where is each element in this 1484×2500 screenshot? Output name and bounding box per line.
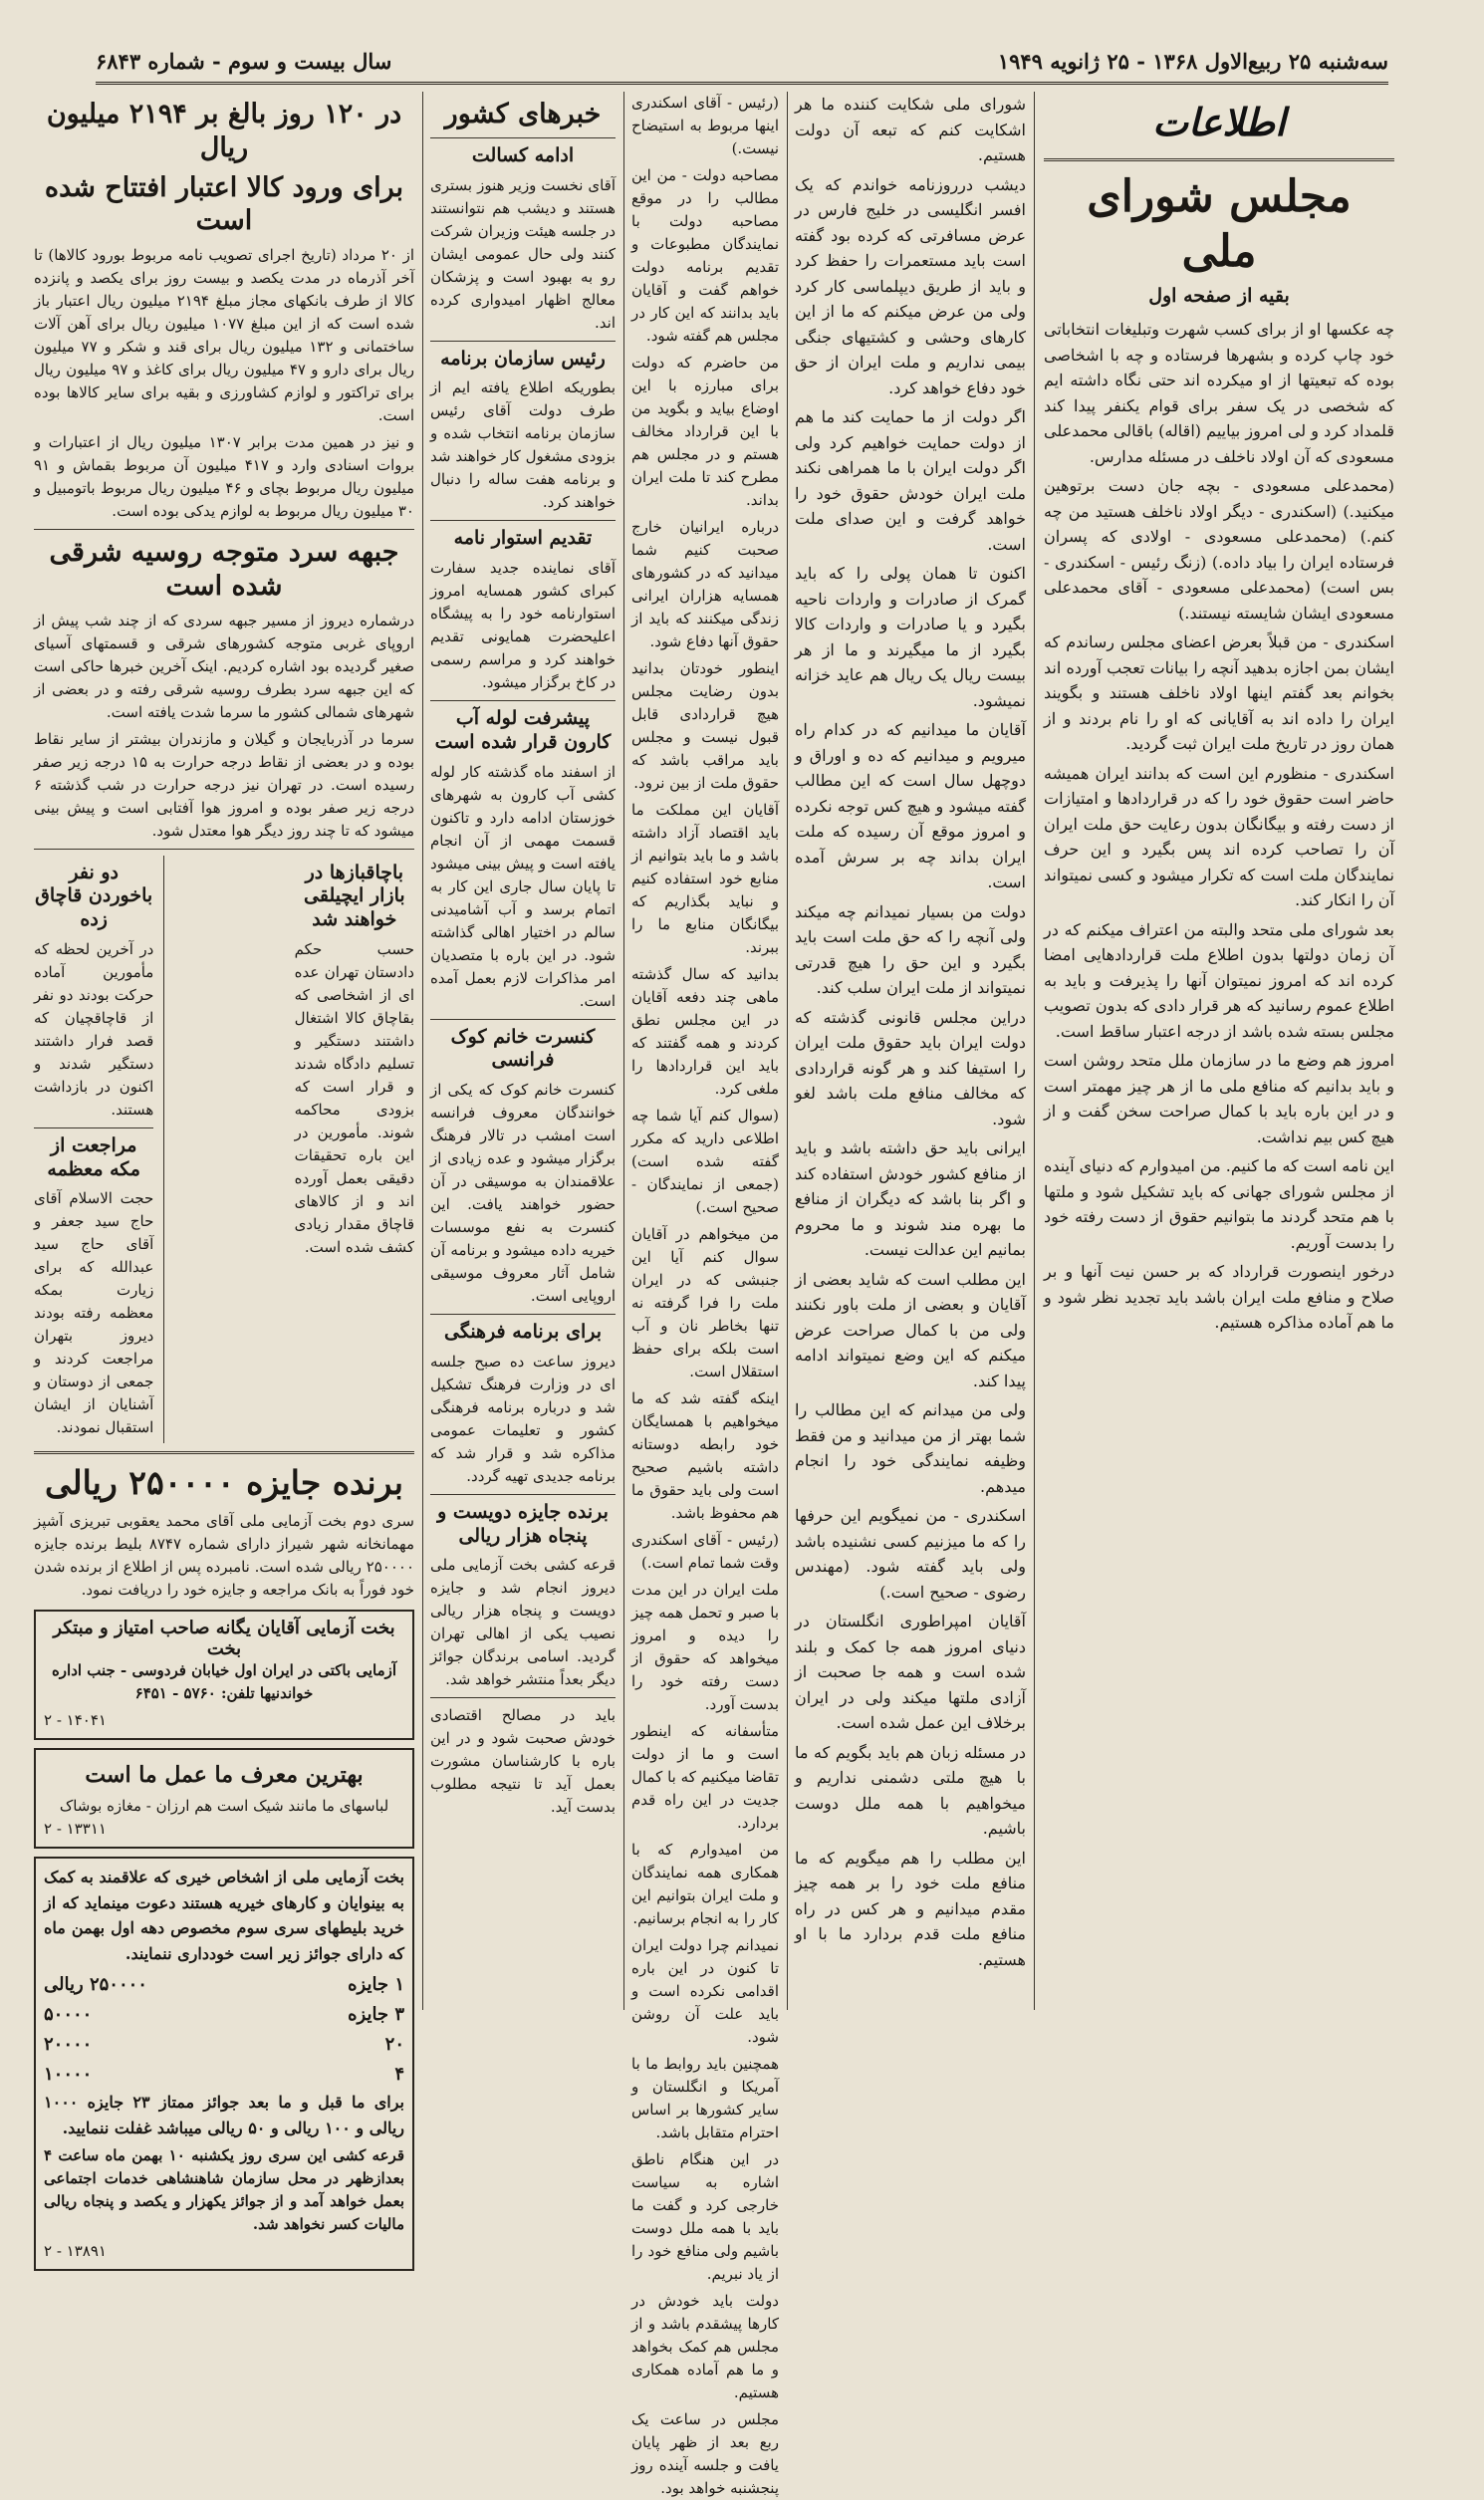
column-economy <box>34 92 415 2260</box>
prize-amount: ۲۵۰۰۰۰ ریالی <box>44 1974 147 1995</box>
ad-footer: قرعه کشی این سری روز یکشنبه ۱۰ بهمن ماه ساعت ۴ بعدازظهر در محل سازمان شاهنشاهی خدمات اجتماعی بعمل خواهد آمد و از جوائز یکهزار و یکصد و پنجاه ریالی مالیات کسر نخواهد شد. <box>44 2146 404 2233</box>
article-paragraph: من میخواهم در آقایان سوال کنم آیا این جنبشی که در ایران ملت را فرا گرفته نه تنها بخاطر نان و آب است بلکه برای حفظ استقلال است. <box>631 1225 779 1380</box>
column-rule <box>163 856 284 1444</box>
column-country-news <box>430 92 616 2012</box>
masthead-date: سه‌شنبه ۲۵ ربیع‌الاول ۱۳۶۸ - ۲۵ ژانویه ۱۹۴۹ <box>997 48 1388 74</box>
article-paragraph: اینطور خودتان بدانید بدون رضایت مجلس هیچ قراردادی قابل قبول نیست و مجلس باید مراقب باشد که حقوق ملت از بین نرود. <box>631 659 779 792</box>
news-title: کنسرت خانم کوک فرانسی <box>450 1025 596 1072</box>
prize-list <box>44 1970 404 2090</box>
news-text: در آخرین لحظه که مأمورین آماده حرکت بودند دو نفر از قاچاقچیان که قصد فرار داشتند دستگیر شدند و اکنون در بازداشت هستند. <box>34 939 154 1119</box>
article-paragraph: آقایان امپراطوری انگلستان در دنیای امروز همه جا کمک و بلند شده است و همه جا صحبت از آزادی ملتها میکند ولی در ایران برخلاف این عمل شده است. <box>795 1612 1026 1732</box>
article-paragraph: این مطلب را هم میگویم که ما منافع ملت خود را بر همه چیز مقدم میدانیم و هر کس در راه منافع ملت قدم بردارد ما با او هستیم. <box>795 1848 1026 1969</box>
news-text: از اسفند ماه گذشته کار لوله کشی آب کارون به شهرهای خوزستان ادامه دارد و تاکنون قسمت مهمی از آن انجام یافته است و پیش بینی میشود تا پایان سال جاری این کار به اتمام برسد و آب آشامیدنی سالم در اختیار اهالی گذاشته شود. در این باره با متصدیان امر مذاکرات لازم بعمل آمده است. <box>430 762 616 1010</box>
article-paragraph: دولت من بسیار نمیدانم چه میکند ولی آنچه را که حق ملت است باید بگیرد و این حق را هیچ قدرتی نمیتواند از ملت ایران سلب کند. <box>795 901 1026 997</box>
newspaper-logo: اطلاعات <box>1152 100 1286 144</box>
article-paragraph: مصاحبه دولت - من این مطالب را در موقع مصاحبه دولت با نمایندگان مطبوعات و تقدیم برنامه دولت خواهم گفت و آقایان باید بدانند که این کار در مجلس هم گفته شود. <box>631 166 779 345</box>
ad-title: بهترین معرف ما عمل ما است <box>85 1761 364 1788</box>
article-paragraph: بعد شورای ملی متحد والبته من اعتراف میکنم که در آن زمان دولتها بدون اطلاع ملت قراردادهایی امضا کرده اند که امروز نمیتوان آنها را پذیرفت و باید به اطلاع عموم رسانید که هر قرار دادی که بدون تصویب مجلس بسته شده باشد از درجه اعتبار ساقط است. <box>1044 919 1394 1041</box>
news-title: دو نفر باخوردن قاچاق زده <box>35 861 153 930</box>
divider <box>430 341 616 342</box>
article-paragraph: دراین مجلس قانونی گذشته که دولت ایران باید حقوق ملت ایران را استیفا کند و هر گونه قراردادی که مخالف منافع ملت باشد لغو شود. <box>795 1007 1026 1128</box>
article-paragraph: اسکندری - من قبلاً بعرض اعضای مجلس رساندم که ایشان بمن اجازه بدهید آنچه را بیانات تعجب آورده اند بخوانم بعد گفتم اینها اولاد ناخلف هستند و بگویند ایران را داده اند به آقایانی که او را نام بردند و از همان روز در تاریخ ملت ایران ثبت گردید. <box>1044 632 1394 753</box>
article-paragraph: نمیدانم چرا دولت ایران تا کنون در این باره اقدامی نکرده است و باید علت آن روشن شود. <box>631 1936 779 2046</box>
news-text: بطوریکه اطلاع یافته ایم از طرف دولت آقای رئیس سازمان برنامه انتخاب شده و بزودی مشغول کار خواهند شد و برنامه هفت ساله را دنبال خواهند کرد. <box>430 378 616 512</box>
ad-code: ۱۴۰۴۱ - ۲ <box>44 1710 107 1729</box>
article-paragraph: این نامه است که ما کنیم. من امیدوارم که دنیای آینده از مجلس شورای جهانی که باید تشکیل شود و ملتها با هم متحد گردند ما بتوانیم حقوق از دست رفته خود را بدست آوریم. <box>1044 1156 1394 1252</box>
advertisement-lottery-agent <box>34 1610 414 1740</box>
column-parliament-2 <box>795 92 1026 2012</box>
prize-count: ۲۰ <box>384 2034 404 2055</box>
headline-prize: برنده جایزه ۲۵۰۰۰۰ ریالی <box>45 1463 403 1503</box>
prize-count: ۳ جایزه <box>348 2004 404 2025</box>
article-paragraph: شورای ملی شکایت کننده ما هر اشکایت کنم که تبعه آن دولت هستیم. <box>795 95 1026 164</box>
news-title: رئیس سازمان برنامه <box>440 347 606 370</box>
headline-credits: در ۱۲۰ روز بالغ بر ۲۱۹۴ میلیون ریال <box>46 99 402 163</box>
article-paragraph: سرما در آذربایجان و گیلان و مازندران بیشتر از سایر نقاط بوده و در بعضی از نقاط درجه حرارت به ۱۵ درجه زیر صفر رسیده است. در تهران نیز درجه حرارت در شب گذشته ۶ درجه زیر صفر بوده و امروز هوا آفتابی است و پیش بینی میشود که تا چند روز دیگر هوا معتدل شود. <box>34 729 414 840</box>
headline-cold-front: جبهه سرد متوجه روسیه شرقی شده است <box>49 537 399 602</box>
article-paragraph: بدانید که سال گذشته ماهی چند دفعه آقایان در این مجلس نطق کردند و همه گفتند که باید این قراردادها را ملغی کرد. <box>631 965 779 1098</box>
advertisement-clothing <box>34 1748 414 1850</box>
article-paragraph: دولت باید خودش در کارها پیشقدم باشد و از مجلس هم کمک بخواهد و ما هم آماده همکاری هستیم. <box>631 2292 779 2401</box>
column-rule <box>623 92 624 2010</box>
article-paragraph: (رئیس - آقای اسکندری وقت شما تمام است.) <box>631 1531 779 1572</box>
advertisement-national-lottery <box>34 1857 414 2271</box>
news-title: برای برنامه فرهنگی <box>443 1321 602 1343</box>
article-paragraph: درشماره دیروز از مسیر جبهه سردی که از چند شب پیش از اروپای غربی متوجه کشورهای شرقی و قسمتهای آسیای صغیر گردیده بود اشاره کردیم. اینک آخرین خبرها حاکی است که این جبهه سرد بطرف روسیه شرقی رفته و در بعضی از شهرهای شمالی کشور ما سرما شدت یافته است. <box>34 611 414 721</box>
ad-title: بخت آزمایی آقایان یگانه صاحب امتیاز و مبتکر بخت <box>53 1617 395 1659</box>
article-paragraph: و نیز در همین مدت برابر ۱۳۰۷ میلیون ریال از اعتبارات و بروات اسنادی وارد و ۴۱۷ میلیون آن مربوط بقماش و ۹۱ میلیون ریال مربوط بچای و ۴۶ میلیون ریال مربوط باتومبیل و ۳۰ میلیون ریال مربوط به لوازم یدکی بوده است. <box>34 433 415 520</box>
subcolumn-right <box>295 856 414 1444</box>
news-text: باید در مصالح اقتصادی خودش صحبت شود و در این باره با کارشناسان مشورت بعمل آید تا نتیجه مطلوب بدست آید. <box>430 1706 616 1817</box>
prize-count: ۴ <box>394 2064 404 2085</box>
headline-parliament: مجلس شورای ملی <box>1087 171 1352 277</box>
column-rule <box>422 92 423 2010</box>
article-paragraph: مجلس در ساعت یک ربع بعد از ظهر پایان یافت و جلسه آینده روز پنجشنبه خواهد بود. <box>631 2410 779 2497</box>
news-title: باچاقبازها در بازار ایچیلقی خواهند شد <box>304 861 405 930</box>
divider <box>430 1697 616 1698</box>
ad-code: ۱۳۸۹۱ - ۲ <box>44 2242 107 2260</box>
divider <box>430 1494 616 1495</box>
prize-line <box>44 2000 404 2030</box>
article-paragraph: آقایان این مملکت ما باید اقتصاد آزاد داشته باشد و ما باید بتوانیم از منابع خود استفاده کنیم و نباید بگذاریم که بیگانگان منابع ما را ببرند. <box>631 801 779 956</box>
headline-credits-2: برای ورود کالا اعتبار افتتاح شده است <box>44 171 404 237</box>
divider <box>430 1314 616 1315</box>
article-paragraph: (رئیس - آقای اسکندری اینها مربوط به استیضاح نیست.) <box>631 94 779 157</box>
article-paragraph: (سوال کنم آیا شما چه اطلاعی دارید که مکرر گفته شده است) (جمعی از نمایندگان - صحیح است.) <box>631 1107 779 1216</box>
news-text: کنسرت خانم کوک که یکی از خوانندگان معروف فرانسه است امشب در تالار فرهنگ برگزار میشود و عده زیادی از علاقمندان به موسیقی در آن حضور خواهند یافت. این کنسرت به نفع موسسات خیریه داده میشود و برنامه آن شامل آثار معروف موسیقی اروپایی است. <box>430 1081 616 1305</box>
column-parliament <box>1044 92 1394 2012</box>
article-paragraph: این مطلب است که شاید بعضی از آقایان و بعضی از ملت باور نکنند ولی من با کمال صراحت عرض میکنم که این وضع نمیتواند ادامه پیدا کند. <box>795 1269 1026 1390</box>
article-paragraph: آقایان ما میدانیم که در کدام راه میرویم و میدانیم که ده و اوراق و دوچهل سال است که این مطالب گفته میشود و هیچ کس توجه نکرده و امروز موقع آن رسیده که ملت ایران بداند چه بر سرش آمده است. <box>795 720 1026 891</box>
article-paragraph: اسکندری - من نمیگویم این حرفها را که ما میزنیم کسی نشنیده باشد ولی باید گفته شود. (مهندس رضوی - صحیح است.) <box>795 1506 1026 1602</box>
news-title: مراجعت از مکه معظمه <box>47 1133 140 1180</box>
ad-code: ۱۳۳۱۱ - ۲ <box>44 1820 107 1838</box>
prize-amount: ۱۰۰۰۰ <box>44 2064 93 2085</box>
prize-amount: ۲۰۰۰۰ <box>44 2034 93 2055</box>
article-paragraph: اکنون تا همان پولی را که باید گمرک از صادرات و واردات ناحیه بگیرد و یا صادرات و واردات کالا بگیرد از ما میگیرند و ما از هر بیست ریال یک ریال هم عاید خزانه نمیشود. <box>795 564 1026 710</box>
divider <box>430 520 616 521</box>
article-paragraph: اگر دولت از ما حمایت کند ما هم از دولت حمایت خواهیم کرد ولی اگر دولت ایران با ما همراهی نکند ملت ایران خودش حقوق خود را خواهد گرفت و این صدای ملت است. <box>795 407 1026 554</box>
article-paragraph: در مسئله زبان هم باید بگویم که ما با هیچ ملتی دشمنی نداریم و میخواهیم با همه ملل دوست باشیم. <box>795 1742 1026 1838</box>
column-rule <box>787 92 788 2010</box>
article-paragraph: ایرانی باید حق داشته باشد و باید از منافع کشور خودش استفاده کند و اگر بنا باشد که دیگران از منافع ما بهره مند شوند و ما محروم بمانیم این عدالت نیست. <box>795 1138 1026 1259</box>
article-paragraph: دیشب درروزنامه خواندم که یک افسر انگلیسی در خلیج فارس در عرض مسافرتی که کرده بود گفته است باید مستعمرات را حفظ کرد و باید از طریق دیپلماسی کار کرد ولی من عرض میکنم که ما از این کارهای وحشی و کشتیهای جنگی بیمی نداریم و ملت ایران از حق خود دفاع خواهد کرد. <box>795 174 1026 397</box>
news-title: برنده جایزه دویست و پنجاه هزار ریالی <box>437 1500 609 1547</box>
article-paragraph: در این هنگام ناطق اشاره به سیاست خارجی کرد و گفت ما باید با همه ملل دوست باشیم ولی منافع خود را از یاد نبریم. <box>631 2150 779 2283</box>
news-title: ادامه کسالت <box>471 143 575 166</box>
news-text: حجت الاسلام آقای حاج سید جعفر و آقای حاج سید عبدالله که برای زیارت بمکه معظمه رفته بودند دیروز بتهران مراجعت کردند و جمعی از دوستان و آشنایان از ایشان استقبال نمودند. <box>34 1189 154 1437</box>
news-title: پیشرفت لوله آب کارون قرار شده است <box>434 707 612 753</box>
prize-text: سری دوم بخت آزمایی ملی آقای محمد یعقوبی تبریزی آشپز مهمانخانه شهر شیراز دارای شماره ۸۷۴۷ بلیط برنده جایزه ۲۵۰۰۰۰ ریالی شده است. نامبرده پس از اطلاع از برنده شدن خود فوراً به بانک مراجعه و جایزه خود را دریافت نمود. <box>34 1511 414 1599</box>
divider <box>34 1127 153 1128</box>
article-paragraph: من حاضرم که دولت برای مبارزه با این اوضاع بیاید و بگوید من با این قرارداد مخالف هستم و در مجلس هم مطرح کند تا ملت ایران بداند. <box>631 354 779 509</box>
news-text: حسب حکم دادستان تهران عده ای از اشخاصی که بقاچاق کالا اشتغال داشتند دستگیر و تسلیم دادگاه شدند و قرار است که بزودی محاکمه شوند. مأمورین در این باره تحقیقات دقیقی بعمل آورده اند و از کالاهای قاچاق مقدار زیادی کشف شده است. <box>294 939 414 1256</box>
prize-line <box>44 2030 404 2060</box>
prize-line <box>44 1970 404 2000</box>
divider <box>430 1019 616 1020</box>
article-paragraph: ولی من میدانم که این مطالب را شما بهتر از من میدانید و من فقط وظیفه نمایندگی خود را انجام میدهم. <box>795 1400 1026 1496</box>
article-paragraph: متأسفانه که اینطور است و ما از دولت تقاضا میکنیم که با کمال جدیت در این راه قدم بردارد. <box>631 1722 779 1832</box>
prize-amount: ۵۰۰۰۰ <box>44 2004 93 2025</box>
divider <box>430 700 616 701</box>
ad-text: آزمایی باکتی در ایران اول خیابان فردوسی - جنب اداره خواندنیها تلفن: ۵۷۶۰ - ۶۴۵۱ <box>51 1660 397 1702</box>
news-text: دیروز ساعت ده صبح جلسه ای در وزارت فرهنگ تشکیل شد و درباره برنامه فرهنگی کشور و تعلیمات عمومی مذاکره شد و قرار شد که برنامه جدیدی تهیه گردد. <box>430 1352 616 1485</box>
article-paragraph: چه عکسها او از برای کسب شهرت وتبلیغات انتخاباتی خود چاپ کرده و بشهرها فرستاده و چه با اشخاصی بوده که تبعیتها از او میکرده اند حتی نگاه داشته ایم که شخصی در یک سفر برای قوام یکنفر پیدا کند قلمداد کرد و لی امروز بیاییم (اقاله) باقالی محمدعلی مسعودی که آن اولاد ناخلف در مسئله مدارس. <box>1044 320 1394 466</box>
news-text: قرعه کشی بخت آزمایی ملی دیروز انجام شد و جایزه دویست و پنجاه هزار ریالی نصیب یکی از اهالی تهران گردید. اسامی برندگان جوائز دیگر بعداً منتشر خواهد شد. <box>430 1556 616 1689</box>
headline-country-news: خبرهای کشور <box>444 99 602 129</box>
article-paragraph: من امیدوارم که با همکاری همه نمایندگان و ملت ایران بتوانیم این کار را به انجام برسانیم. <box>631 1841 779 1927</box>
masthead <box>96 40 1388 85</box>
divider <box>34 529 414 530</box>
news-text: آقای نماینده جدید سفارت کبرای کشور همسایه امروز استوارنامه خود را به پیشگاه اعلیحضرت همایونی تقدیم خواهند کرد و مراسم رسمی در کاخ برگزار میشود. <box>430 559 616 691</box>
ad-text: لباسهای ما مانند شیک است هم ارزان - مغازه بوشاک <box>59 1797 389 1815</box>
article-paragraph: امروز هم وضع ما در سازمان ملل متحد روشن است و باید بدانیم که منافع ملی ما از هر چیز مهمتر است و در این باره باید با کمال صراحت سخن گفت و از هیچ کس بیم نداشت. <box>1044 1051 1395 1146</box>
divider <box>430 137 616 138</box>
prize-line <box>44 2060 404 2090</box>
news-title: تقدیم استوار نامه <box>453 527 593 550</box>
subhead-continued: بقیه از صفحه اول <box>1148 285 1290 307</box>
article-paragraph: درباره ایرانیان خارج صحبت کنیم شما میدانید که در کشورهای همسایه هزاران ایرانی زندگی میکنند که باید از حقوق آنها دفاع شود. <box>631 518 779 650</box>
column-rule <box>1034 92 1035 2010</box>
article-paragraph: اسکندری - منظورم این است که بدانند ایران همیشه حاضر است حقوق خود را که در قراردادها و امتیازات از دست رفته و بیگانگان بدون رعایت حق ملت ایران آن را تصاحب کرده اند پس بگیرد و این حرف نمایندگان ملت است که تکرار میشود و کسی نمیتواند آن را انکار کند. <box>1044 763 1394 909</box>
prize-count: ۱ جایزه <box>348 1974 404 1995</box>
divider <box>1044 158 1394 161</box>
news-text: آقای نخست وزیر هنوز بستری هستند و دیشب هم نتوانستند در جلسه هیئت وزیران شرکت کنند ولی حال عمومی ایشان رو به بهبود است و پزشکان معالج اظهار امیدواری کرده اند. <box>430 175 616 332</box>
article-paragraph: اینکه گفته شد که ما میخواهیم با همسایگان خود رابطه دوستانه داشته باشیم صحیح است ولی باید حقوق ما هم محفوظ باشد. <box>631 1389 779 1522</box>
masthead-issue: سال بیست و سوم - شماره ۶۸۴۳ <box>96 48 392 74</box>
ad-text: بخت آزمایی ملی از اشخاص خیری که علاقمند به کمک به بینوایان و کارهای خیریه هستند دعوت مینماید که از خرید بلیطهای سری سوم مخصوص دهه اول بهمن ماه که دارای جوائز زیر است خودداری ننمایند. <box>44 1868 404 1963</box>
ad-text: برای ما قبل و ما بعد جوائز ممتاز ۲۳ جایزه ۱۰۰۰ ریالی و ۱۰۰ ریالی و ۵۰ ریالی میباشد غفلت ننمایید. <box>44 2093 404 2137</box>
divider <box>34 849 414 850</box>
article-paragraph: درخور اینصورت قرارداد که بر حسن نیت آنها و بر صلاح و منافع ملت ایران باشد باید تجدید نظر شود و ما هم آماده مذاکره هستیم. <box>1044 1262 1394 1332</box>
divider <box>34 1451 414 1454</box>
article-paragraph: از ۲۰ مرداد (تاریخ اجرای تصویب نامه مربوط بورود کالاها) تا آخر آذرماه در مدت یکصد و بیست روز برای یکصد و پانزده کالا از طرف بانکهای مجاز مبلغ ۲۱۹۴ میلیون ریال اعتبار باز شده است که از این مبلغ ۱۰۷۷ میلیون ریال برای آهن آلات ساختمانی و ۱۳۲ میلیون ریال برای قند و شکر و ۷۷ میلیون ریال برای دارو و ۴۷ میلیون ریال برای کاغذ و ۹۷ میلیون ریال برای تراکتور و لوازم کشاورزی و بقیه برای سایر کالاها بوده است. <box>34 246 414 424</box>
subcolumn-left <box>34 856 153 1444</box>
article-paragraph: (محمدعلی مسعودی - بچه جان دست برتوهین میکنید.) (اسکندری - دیگر اولاد ناخلف هستید من چه کنم.) (محمدعلی مسعودی - اولادی که پسران فرستاده ایران را بیاد داده.) (زنگ رئیس - اسکندری - بس است) (محمدعلی مسعودی - آقای محمدعلی مسعودی ایشان شایسته نیستند.) <box>1044 476 1394 623</box>
article-paragraph: ملت ایران در این مدت با صبر و تحمل همه چیز را دیده و امروز میخواهد که حقوق از دست رفته خود را بدست آورد. <box>631 1581 779 1713</box>
column-parliament-3 <box>631 92 779 2497</box>
article-paragraph: همچنین باید روابط ما با آمریکا و انگلستان و سایر کشورها بر اساس احترام متقابل باشد. <box>631 2055 779 2141</box>
